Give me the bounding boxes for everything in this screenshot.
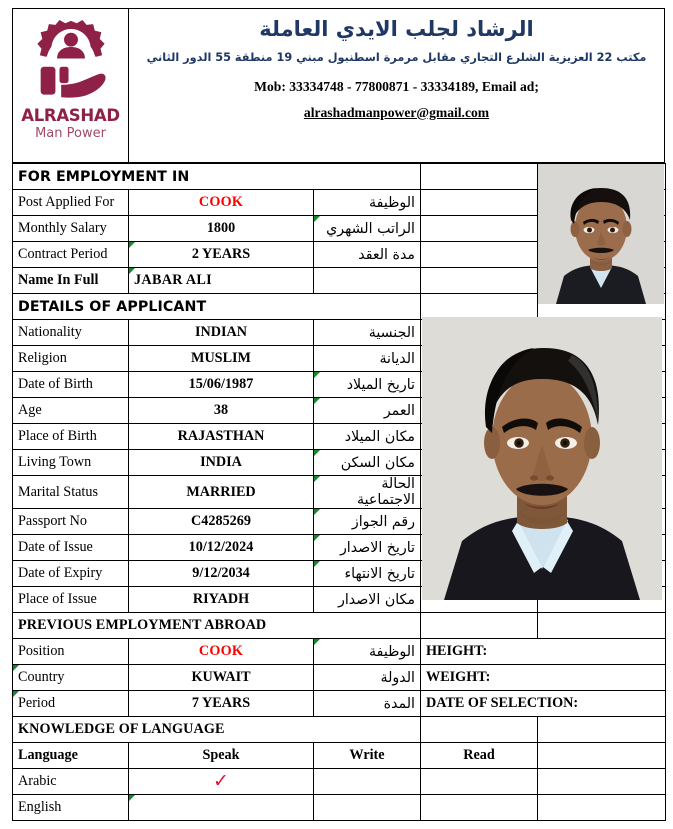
language-row [13, 795, 666, 821]
field-label-arabic: الوظيفة [314, 639, 421, 665]
field-label: Date of Expiry [13, 561, 129, 587]
column-header-write: Write [314, 743, 421, 769]
field-label-arabic: الحالة الاجتماعية [314, 476, 421, 509]
field-label: Passport No [13, 509, 129, 535]
field-value[interactable]: MARRIED [129, 476, 314, 509]
field-value[interactable]: INDIAN [129, 320, 314, 346]
field-label-arabic: مدة العقد [314, 242, 421, 268]
field-label: Post Applied For [13, 190, 129, 216]
field-label-arabic: الدولة [314, 665, 421, 691]
field-label: Living Town [13, 450, 129, 476]
field-label: Position [13, 639, 129, 665]
field-label: Place of Issue [13, 587, 129, 613]
field-label: Age [13, 398, 129, 424]
field-label-arabic: مكان الاصدار [314, 587, 421, 613]
field-label-name: Name In Full [13, 268, 129, 294]
language-row [13, 769, 666, 795]
company-logo-cell [13, 9, 129, 162]
field-label-weight: WEIGHT: [421, 665, 666, 691]
field-label: Religion [13, 346, 129, 372]
photo-overlap-cell [421, 613, 538, 639]
language-speak-cell[interactable] [129, 769, 314, 795]
field-label-arabic: الراتب الشهري [314, 216, 421, 242]
field-value[interactable]: MUSLIM [129, 346, 314, 372]
applicant-photo-large [422, 317, 662, 600]
language-read-cell[interactable] [421, 769, 538, 795]
spacer-cell [421, 164, 538, 190]
column-header-read: Read [421, 743, 538, 769]
empty-cell [421, 190, 538, 216]
language-header-row [13, 743, 666, 769]
table-row [13, 639, 666, 665]
language-name: Arabic [13, 769, 129, 795]
field-label-height: HEIGHT: [421, 639, 666, 665]
field-label-arabic: تاريخ الانتهاء [314, 561, 421, 587]
language-write-cell[interactable] [314, 795, 421, 821]
field-value[interactable]: C4285269 [129, 509, 314, 535]
field-label-arabic: تاريخ الميلاد [314, 372, 421, 398]
checkmark-icon: ✓ [213, 769, 229, 792]
header-text-block [129, 9, 664, 162]
field-value[interactable]: COOK [129, 639, 314, 665]
field-value[interactable]: 38 [129, 398, 314, 424]
field-label: Place of Birth [13, 424, 129, 450]
field-label-arabic: الجنسية [314, 320, 421, 346]
section-title-details: DETAILS OF APPLICANT [13, 294, 421, 320]
applicant-passport-photo-small [538, 164, 664, 304]
language-extra-cell [538, 795, 666, 821]
company-name-arabic: الرشاد لجلب الايدي العاملة [259, 17, 534, 41]
empty-cell [421, 268, 538, 294]
section-title-employment: FOR EMPLOYMENT IN [13, 164, 421, 190]
language-speak-cell[interactable] [129, 795, 314, 821]
field-label-arabic: مكان الميلاد [314, 424, 421, 450]
field-value[interactable]: 10/12/2024 [129, 535, 314, 561]
section-header-row [13, 717, 666, 743]
field-value[interactable]: 15/06/1987 [129, 372, 314, 398]
field-label: Nationality [13, 320, 129, 346]
language-name: English [13, 795, 129, 821]
spacer-cell [421, 294, 538, 320]
section-title-languages: KNOWLEDGE OF LANGUAGE [13, 717, 421, 743]
contact-phone-line: Mob: 33334748 - 77800871 - 33334189, Email ad; [254, 78, 539, 94]
section-title-previous: PREVIOUS EMPLOYMENT ABROAD [13, 613, 421, 639]
field-label: Date of Birth [13, 372, 129, 398]
spacer-cell [421, 717, 538, 743]
company-address-arabic: مكتب 22 العزيزية الشلرع التجاري مقابل مرمرة اسطنبول مبني 19 منطقة 55 الدور الثاني [146, 51, 647, 65]
contact-email[interactable]: alrashadmanpower@gmail.com [303, 104, 490, 120]
field-value-name[interactable]: JABAR ALI [129, 268, 314, 294]
field-value[interactable]: 7 YEARS [129, 691, 314, 717]
field-value[interactable]: COOK [129, 190, 314, 216]
photo-overlap-cell [538, 613, 666, 639]
field-label-arabic: رقم الجواز [314, 509, 421, 535]
language-write-cell[interactable] [314, 769, 421, 795]
field-label-arabic: الديانة [314, 346, 421, 372]
field-label: Country [13, 665, 129, 691]
table-row [13, 691, 666, 717]
field-value[interactable]: RIYADH [129, 587, 314, 613]
logo-wordmark: ALRASHAD [21, 106, 120, 125]
field-label-arabic: المدة [314, 691, 421, 717]
field-label-arabic: مكان السكن [314, 450, 421, 476]
empty-cell [421, 216, 538, 242]
field-value[interactable]: 1800 [129, 216, 314, 242]
field-label: Monthly Salary [13, 216, 129, 242]
empty-cell [314, 268, 421, 294]
column-header-speak: Speak [129, 743, 314, 769]
field-label-arabic: تاريخ الاصدار [314, 535, 421, 561]
logo-tagline: Man Power [35, 125, 106, 141]
field-label-arabic: العمر [314, 398, 421, 424]
column-header-blank [538, 743, 666, 769]
language-read-cell[interactable] [421, 795, 538, 821]
field-value[interactable]: 2 YEARS [129, 242, 314, 268]
field-label: Marital Status [13, 476, 129, 509]
gear-person-hand-icon [30, 15, 112, 107]
field-value[interactable]: RAJASTHAN [129, 424, 314, 450]
spacer-cell [538, 717, 666, 743]
empty-cell [421, 242, 538, 268]
field-label-date-of-selection: DATE OF SELECTION: [421, 691, 666, 717]
field-label: Contract Period [13, 242, 129, 268]
field-value[interactable]: INDIA [129, 450, 314, 476]
column-header-language: Language [13, 743, 129, 769]
field-value[interactable]: KUWAIT [129, 665, 314, 691]
field-label-arabic: الوظيفة [314, 190, 421, 216]
language-extra-cell [538, 769, 666, 795]
field-value[interactable]: 9/12/2034 [129, 561, 314, 587]
document-header [12, 8, 665, 163]
table-row [13, 665, 666, 691]
section-header-row [13, 613, 666, 639]
field-label: Period [13, 691, 129, 717]
field-label: Date of Issue [13, 535, 129, 561]
